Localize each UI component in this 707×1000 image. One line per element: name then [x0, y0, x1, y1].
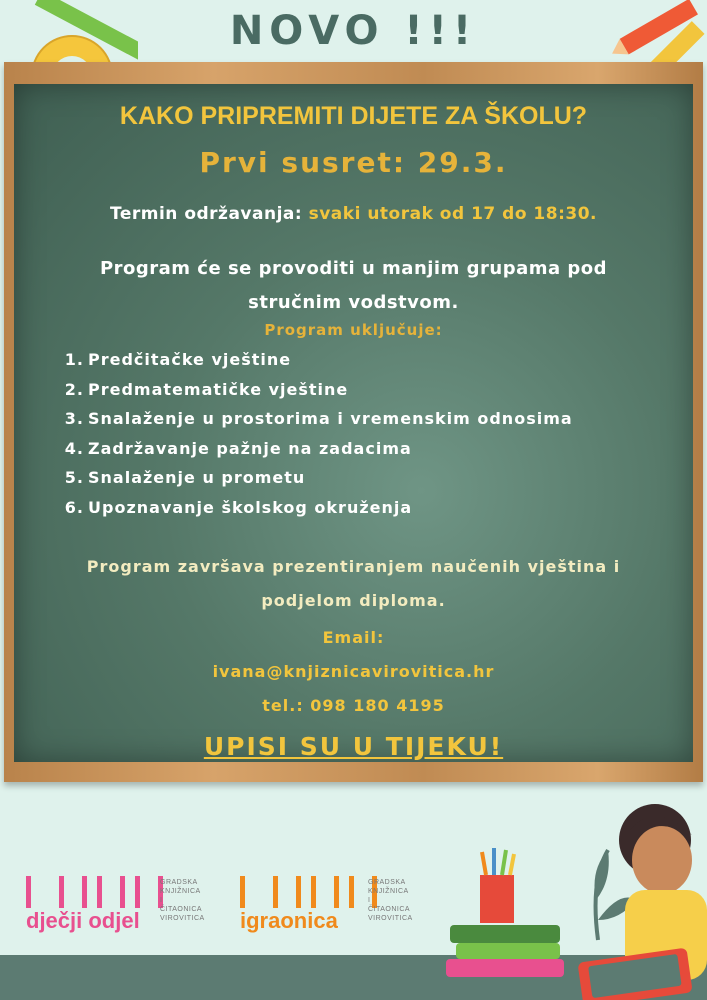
term-value: svaki utorak od 17 do 18:30.: [308, 204, 597, 224]
chalkboard: [14, 84, 693, 762]
library-name: GRADSKA KNJIŽNICA I ČITAONICA VIROVITICA: [368, 879, 413, 922]
list-item: 5. Snalaženje u prometu: [64, 468, 306, 487]
logo-bars-icon: [240, 876, 377, 908]
logo-igraonica: [240, 876, 413, 934]
first-meeting: Prvi susret: 29.3.: [199, 146, 508, 179]
program-end: [14, 550, 693, 618]
email-link[interactable]: ivana@knjiznicavirovitica.hr: [212, 662, 495, 681]
list-item: 4. Zadržavanje pažnje na zadacima: [64, 438, 412, 458]
enrollment-banner: UPISI SU U TIJEKU!: [203, 732, 504, 761]
list-item: 6. Upoznavanje školskog okruženja: [64, 497, 413, 517]
phone-number: tel.: 098 180 4195: [262, 696, 445, 715]
program-line-1: Program će se provoditi u manjim grupama pod: [99, 258, 608, 279]
chalkboard-frame: [4, 62, 703, 782]
logo-bars-icon: [26, 876, 163, 908]
term-line: [14, 204, 693, 224]
child-studying-illustration: [440, 790, 707, 1000]
program-line-2: stručnim vodstvom.: [248, 292, 459, 313]
list-item: 1. Predčitačke vještine: [64, 350, 292, 369]
email-label: Email:: [322, 628, 385, 647]
includes-label: Program uključuje:: [264, 321, 443, 339]
program-list: [54, 350, 573, 527]
poster-title: KAKO PRIPREMITI DIJETE ZA ŠKOLU?: [119, 102, 588, 130]
list-item: 2. Predmatematičke vještine: [64, 379, 349, 399]
program-description: [14, 252, 693, 320]
logo-name: igraonica: [240, 908, 338, 933]
end-line-1: Program završava prezentiranjem naučenih vještina i: [86, 557, 621, 576]
library-name: GRADSKA KNJIŽNICA I ČITAONICA VIROVITICA: [160, 879, 205, 922]
logo-djecji-odjel: [26, 876, 205, 934]
logo-name: dječji odjel: [26, 908, 140, 933]
list-item: 3. Snalaženje u prostorima i vremenskim odnosima: [64, 409, 573, 428]
end-line-2: podjelom diploma.: [261, 591, 446, 610]
term-label: Termin održavanja:: [110, 204, 303, 224]
headline: NOVO !!!: [229, 8, 478, 54]
